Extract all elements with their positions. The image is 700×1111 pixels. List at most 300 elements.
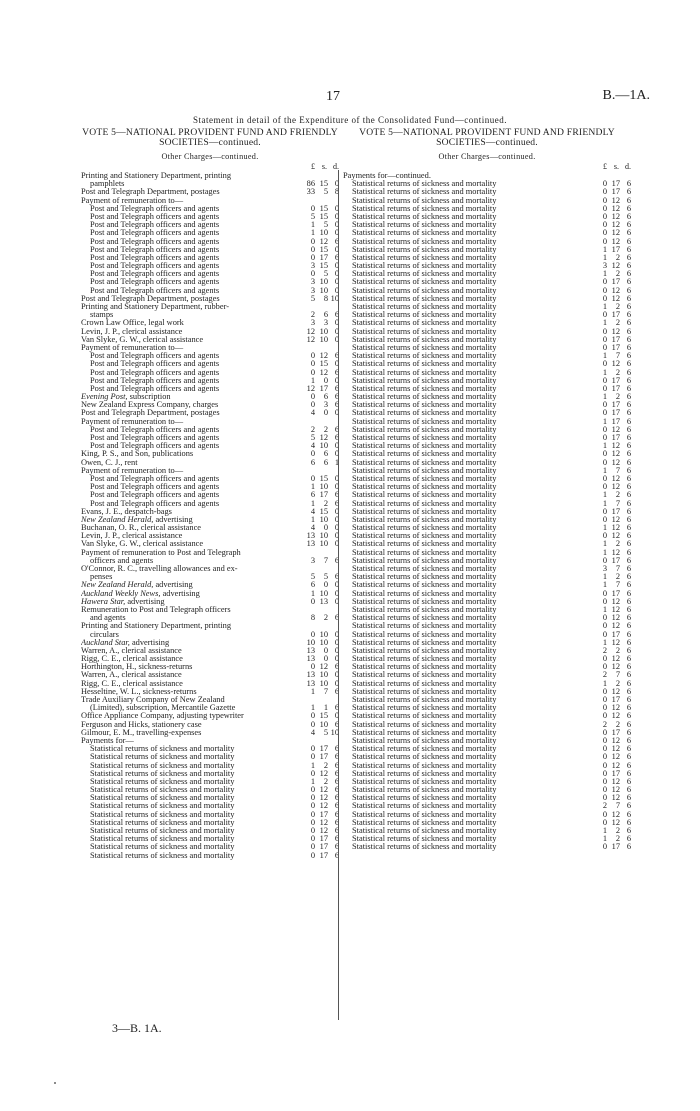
- ledger-amount: [297, 737, 339, 745]
- ledger-item: Warren, A., clerical assistance: [81, 646, 182, 655]
- amount-pounds: 0: [602, 842, 607, 852]
- amount-pounds: 0: [310, 744, 315, 754]
- ledger-item: Payments for—: [81, 736, 134, 745]
- ledger-row: [343, 377, 631, 385]
- ledger-amount: [589, 426, 631, 434]
- ledger-item: Post and Telegraph Department, postages: [81, 294, 220, 303]
- ledger-amount: [297, 647, 339, 655]
- amount-pounds: 1: [602, 269, 607, 279]
- ledger-row: [81, 238, 339, 246]
- amount-pounds: 1: [602, 539, 607, 549]
- ledger-amount: [297, 827, 339, 835]
- amount-pounds: 0: [602, 211, 607, 221]
- ledger-row: [343, 631, 631, 639]
- amount-shillings: 10: [319, 326, 328, 336]
- amount-pence: 6: [334, 809, 339, 819]
- ledger-item: Statistical returns of sickness and mortality: [352, 532, 497, 541]
- ledger-item: Post and Telegraph officers and agents: [90, 229, 220, 238]
- ledger-amount: [297, 631, 339, 639]
- ledger-row: [343, 180, 631, 188]
- ledger-item: Trade Auxiliary Company of New Zealand: [81, 696, 225, 704]
- amount-pence: 6: [626, 752, 631, 762]
- ledger-row: [81, 262, 339, 270]
- amount-pence: 6: [334, 400, 339, 410]
- amount-pounds: 1: [602, 441, 607, 451]
- ledger-row: [343, 229, 631, 237]
- ledger-amount: [589, 647, 631, 655]
- amount-pounds: 0: [602, 203, 607, 213]
- amount-shillings: 2: [615, 302, 620, 311]
- ledger-row: [81, 573, 339, 581]
- amount-pounds: 2: [310, 310, 315, 320]
- amount-pounds: 5: [310, 433, 315, 442]
- amount-pence: 0: [334, 285, 339, 295]
- amount-pence: 6: [334, 686, 339, 696]
- ledger-item: Statistical returns of sickness and mortality: [352, 212, 497, 221]
- amount-pounds: 0: [602, 809, 607, 819]
- amount-pounds: 1: [310, 760, 315, 770]
- amount-shillings: 2: [615, 392, 620, 402]
- amount-pounds: 0: [602, 293, 607, 303]
- amount-pounds: 0: [602, 531, 607, 541]
- ledger-amount: [297, 680, 339, 688]
- amount-pounds: 0: [310, 801, 315, 811]
- ledger-item: Statistical returns of sickness and mortality: [352, 237, 497, 246]
- amount-pence: 6: [626, 392, 631, 402]
- vote-title: VOTE 5—NATIONAL PROVIDENT FUND AND FRIENDLY SOCIETIES—continued.: [359, 127, 615, 148]
- ledger-amount: [297, 434, 339, 442]
- ledger-item: Statistical returns of sickness and mortality: [352, 556, 497, 565]
- ledger-item: Statistical returns of sickness and mortality: [352, 466, 497, 475]
- amount-shillings: 2: [323, 776, 328, 786]
- ledger-item: Post and Telegraph officers and agents: [90, 491, 220, 500]
- amount-pounds: 0: [310, 752, 315, 762]
- amount-pounds: 0: [310, 351, 315, 361]
- ledger-item: Statistical returns of sickness and mortality: [352, 286, 497, 295]
- ledger-item: Printing and Stationery Department, printing: [81, 172, 232, 180]
- amount-pence: 0: [334, 220, 339, 230]
- ledger-item: Ferguson and Hicks, stationery case: [81, 720, 202, 729]
- ledger-item: Statistical returns of sickness and mortality: [352, 188, 497, 197]
- ledger-row: [343, 213, 631, 221]
- ledger-amount: [297, 540, 339, 548]
- ledger-row: [343, 639, 631, 647]
- amount-pence: 6: [626, 465, 631, 475]
- amount-pounds: 2: [310, 424, 315, 434]
- ledger-amount: [297, 262, 339, 270]
- amount-pence: 6: [626, 252, 631, 262]
- amount-pounds: 1: [310, 482, 315, 492]
- ledger-amount: [589, 655, 631, 663]
- amount-shillings: 10: [319, 531, 328, 541]
- ledger-row: [81, 696, 339, 704]
- amount-pence: 0: [334, 588, 339, 598]
- amount-pence: 6: [626, 768, 631, 778]
- amount-pence: 1: [334, 457, 339, 467]
- amount-shillings: 17: [611, 555, 620, 565]
- ledger-row: [343, 778, 631, 786]
- amount-pounds: 0: [602, 359, 607, 369]
- amount-pence: 6: [626, 293, 631, 303]
- amount-shillings: 12: [611, 547, 620, 557]
- ledger-item: Payment of remuneration to—: [81, 343, 184, 352]
- amount-pounds: 0: [602, 785, 607, 795]
- amount-pence: 6: [626, 523, 631, 533]
- shillings-unit: s.: [613, 162, 619, 171]
- amount-shillings: 12: [611, 449, 620, 459]
- ledger-row: [81, 532, 339, 540]
- amount-pence: 6: [626, 498, 631, 508]
- ledger-row: [81, 827, 339, 835]
- ledger-row: [343, 303, 631, 311]
- ledger-item: Statistical returns of sickness and mortality: [352, 769, 497, 778]
- ledger-row: [343, 262, 631, 270]
- amount-pounds: 12: [306, 326, 315, 336]
- ledger-item: Statistical returns of sickness and mortality: [352, 663, 497, 672]
- ledger-row: [343, 360, 631, 368]
- ledger-row: [81, 491, 339, 499]
- ledger-item: Statistical returns of sickness and mortality: [352, 720, 497, 729]
- ledger-item: Statistical returns of sickness and mortality: [352, 417, 497, 426]
- amount-shillings: 2: [615, 367, 620, 377]
- amount-pounds: 12: [306, 383, 315, 393]
- amount-pounds: 0: [602, 621, 607, 631]
- ledger-amount: [297, 622, 339, 630]
- amount-pence: 0: [334, 228, 339, 238]
- ledger-amount: [589, 328, 631, 336]
- ledger-item: Post and Telegraph officers and agents: [90, 425, 220, 434]
- amount-pounds: 8: [310, 613, 315, 623]
- ledger-item: Statistical returns of sickness and mortality: [352, 474, 497, 483]
- ledger-row: [81, 311, 339, 319]
- amount-pence: 0: [334, 580, 339, 590]
- amount-pounds: 2: [602, 670, 607, 680]
- ledger-item: Rigg, C. E., clerical assistance: [81, 655, 183, 664]
- ledger-row: [343, 794, 631, 802]
- ledger-item: Levin, J. P., clerical assistance: [81, 532, 183, 541]
- ledger-row: [81, 770, 339, 778]
- amount-pounds: 1: [602, 244, 607, 254]
- amount-pounds: 0: [310, 842, 315, 852]
- ledger-row: [343, 344, 631, 352]
- amount-shillings: 12: [611, 711, 620, 721]
- ledger-amount: [589, 614, 631, 622]
- ledger-item: Printing and Stationery Department, printing: [81, 622, 232, 631]
- ledger-amount: [589, 450, 631, 458]
- ledger-row: [81, 197, 339, 205]
- amount-pence: 6: [626, 457, 631, 467]
- amount-pence: 6: [626, 744, 631, 754]
- amount-shillings: 12: [611, 261, 620, 271]
- ledger-item: Statistical returns of sickness and mortality: [90, 794, 235, 803]
- right-ledger: [343, 172, 631, 852]
- ledger-amount: [297, 426, 339, 434]
- amount-shillings: 15: [319, 244, 328, 254]
- ledger-amount: [589, 295, 631, 303]
- amount-pounds: 0: [310, 817, 315, 827]
- amount-pence: 0: [334, 482, 339, 492]
- ledger-amount: [297, 573, 339, 581]
- ledger-item: Post and Telegraph officers and agents: [90, 499, 220, 508]
- ledger-item: Statistical returns of sickness and mortality: [352, 442, 497, 451]
- ledger-amount: [589, 377, 631, 385]
- ledger-item: and agents: [90, 614, 126, 623]
- ledger-amount: [297, 442, 339, 450]
- ledger-amount: [297, 606, 339, 614]
- amount-pounds: 4: [310, 523, 315, 533]
- ledger-amount: [589, 696, 631, 704]
- ledger-row: [343, 614, 631, 622]
- ledger-row: [343, 287, 631, 295]
- ledger-item: Evans, J. E., despatch-bags: [81, 507, 172, 516]
- amount-pence: 0: [334, 326, 339, 336]
- amount-shillings: 17: [319, 834, 328, 844]
- ledger-amount: [297, 336, 339, 344]
- amount-pence: 6: [626, 588, 631, 598]
- ledger-row: [81, 549, 339, 557]
- ledger-amount: [589, 565, 631, 573]
- amount-shillings: 12: [611, 211, 620, 221]
- amount-shillings: 2: [615, 572, 620, 582]
- amount-pence: 0: [334, 473, 339, 483]
- ledger-amount: [589, 401, 631, 409]
- amount-pounds: 1: [310, 776, 315, 786]
- amount-shillings: 17: [611, 310, 620, 320]
- ledger-item: Statistical returns of sickness and mortality: [352, 843, 497, 852]
- shillings-unit: s.: [321, 162, 327, 171]
- ledger-row: [343, 442, 631, 450]
- ledger-item: [81, 393, 297, 401]
- amount-shillings: 2: [615, 490, 620, 500]
- ledger-row: [81, 475, 339, 483]
- amount-shillings: 7: [323, 686, 328, 696]
- ledger-amount: [589, 590, 631, 598]
- amount-shillings: 12: [611, 441, 620, 451]
- amount-pence: 6: [626, 244, 631, 254]
- ledger-row: [81, 565, 339, 573]
- amount-pounds: 0: [602, 686, 607, 696]
- ledger-amount: [297, 819, 339, 827]
- amount-pounds: 0: [602, 220, 607, 230]
- ledger-row: [343, 319, 631, 327]
- ledger-row: [81, 426, 339, 434]
- amount-pounds: 0: [602, 654, 607, 664]
- amount-shillings: 15: [319, 711, 328, 721]
- amount-shillings: 2: [615, 269, 620, 279]
- ledger-amount: [589, 835, 631, 843]
- amount-pounds: 0: [602, 195, 607, 205]
- amount-shillings: 0: [323, 645, 328, 655]
- publication-name: Auckland Star,: [81, 638, 130, 647]
- amount-shillings: 6: [323, 392, 328, 402]
- ledger-amount: [589, 680, 631, 688]
- ledger-row: [343, 835, 631, 843]
- amount-shillings: 10: [319, 334, 328, 344]
- amount-pounds: 0: [310, 252, 315, 262]
- amount-shillings: 2: [615, 318, 620, 328]
- amount-pence: 0: [334, 277, 339, 287]
- amount-pounds: 1: [602, 826, 607, 835]
- pounds-unit: £: [603, 162, 607, 171]
- ledger-amount: [297, 221, 339, 229]
- amount-pounds: 0: [310, 400, 315, 410]
- amount-shillings: 12: [611, 514, 620, 524]
- amount-shillings: 15: [319, 261, 328, 271]
- amount-pounds: 1: [310, 514, 315, 524]
- ledger-item: Rigg, C. E., clerical assistance: [81, 679, 183, 688]
- ledger-amount: [297, 393, 339, 401]
- vote-title: VOTE 5—NATIONAL PROVIDENT FUND AND FRIENDLY SOCIETIES—continued.: [82, 127, 338, 148]
- ledger-row: [343, 802, 631, 810]
- ledger-amount: [297, 360, 339, 368]
- ledger-item: Statistical returns of sickness and mortality: [352, 810, 497, 819]
- amount-pence: 6: [626, 400, 631, 410]
- ledger-item: Warren, A., clerical assistance: [81, 671, 182, 680]
- amount-shillings: 17: [611, 768, 620, 778]
- ledger-amount: [589, 827, 631, 835]
- ledger-item: Statistical returns of sickness and mortality: [352, 425, 497, 434]
- amount-pounds: 1: [602, 547, 607, 557]
- amount-pounds: 0: [602, 555, 607, 565]
- ledger-row: [81, 745, 339, 753]
- amount-shillings: 5: [323, 727, 328, 737]
- ledger-amount: [589, 303, 631, 311]
- ledger-amount: [297, 565, 339, 573]
- amount-pence: 0: [334, 539, 339, 549]
- amount-pence: 6: [626, 686, 631, 696]
- amount-pence: 0: [334, 531, 339, 541]
- ledger-amount: [589, 581, 631, 589]
- ledger-amount: [589, 704, 631, 712]
- amount-shillings: 7: [615, 580, 620, 590]
- amount-pounds: 4: [310, 727, 315, 737]
- amount-pence: 6: [626, 572, 631, 582]
- ledger-item: Statistical returns of sickness and mortality: [352, 204, 497, 213]
- amount-pounds: 6: [310, 457, 315, 467]
- ledger-amount: [297, 238, 339, 246]
- ledger-amount: [297, 459, 339, 467]
- ledger-row: [343, 671, 631, 679]
- amount-shillings: 10: [319, 228, 328, 238]
- ledger-row: [343, 467, 631, 475]
- ledger-amount: [297, 696, 339, 704]
- amount-shillings: 17: [611, 179, 620, 189]
- ledger-amount: [297, 500, 339, 508]
- ledger-item: New Zealand Express Company, charges: [81, 401, 219, 410]
- amount-pence: 6: [626, 359, 631, 369]
- ledger-amount: [297, 508, 339, 516]
- ledger-amount: [297, 303, 339, 311]
- ledger-item: Statistical returns of sickness and mortality: [90, 851, 235, 860]
- amount-shillings: 2: [323, 498, 328, 508]
- amount-pence: 6: [626, 629, 631, 639]
- amount-shillings: 17: [611, 506, 620, 516]
- amount-shillings: 12: [611, 654, 620, 664]
- ledger-row: [81, 442, 339, 450]
- ledger-item: [81, 516, 297, 524]
- amount-pounds: 1: [602, 678, 607, 688]
- ledger-item: Statistical returns of sickness and mortality: [352, 229, 497, 238]
- ledger-row: [343, 475, 631, 483]
- pence-unit: d.: [333, 162, 339, 171]
- ledger-item: Statistical returns of sickness and mortality: [352, 671, 497, 680]
- amount-shillings: 12: [611, 236, 620, 246]
- ledger-amount: [297, 549, 339, 557]
- amount-pence: 6: [334, 392, 339, 402]
- ledger-row: [343, 737, 631, 745]
- amount-pounds: 1: [310, 228, 315, 238]
- ledger-item-detail: advertising: [153, 515, 193, 524]
- ledger-row: [343, 418, 631, 426]
- amount-pounds: 0: [602, 449, 607, 459]
- amount-pounds: 1: [602, 367, 607, 377]
- amount-pounds: 0: [602, 236, 607, 246]
- left-column: [81, 128, 339, 860]
- ledger-row: [81, 385, 339, 393]
- ledger-item: Statistical returns of sickness and mortality: [90, 769, 235, 778]
- ledger-row: [81, 393, 339, 401]
- amount-pence: 6: [626, 834, 631, 844]
- amount-pence: 6: [334, 490, 339, 500]
- publication-name: Evening Post,: [81, 393, 128, 402]
- ledger-item: Post and Telegraph officers and agents: [90, 278, 220, 287]
- amount-pounds: 0: [602, 424, 607, 434]
- amount-pence: 6: [626, 776, 631, 786]
- amount-shillings: 17: [611, 334, 620, 344]
- ledger-item: Statistical returns of sickness and mortality: [352, 548, 497, 557]
- ledger-row: [343, 704, 631, 712]
- amount-pounds: 0: [602, 629, 607, 639]
- amount-pence: 6: [626, 613, 631, 623]
- amount-pounds: 0: [602, 179, 607, 189]
- ledger-amount: [297, 729, 339, 737]
- ledger-amount: [589, 344, 631, 352]
- ledger-amount: [589, 721, 631, 729]
- amount-shillings: 2: [323, 613, 328, 623]
- amount-pence: 6: [626, 801, 631, 811]
- amount-shillings: 10: [319, 629, 328, 639]
- right-column: [343, 128, 631, 852]
- amount-pence: 0: [334, 670, 339, 680]
- ledger-amount: [297, 254, 339, 262]
- amount-shillings: 17: [611, 588, 620, 598]
- amount-shillings: 10: [319, 637, 328, 647]
- amount-pence: 6: [334, 752, 339, 762]
- ledger-row: [343, 197, 631, 205]
- ledger-row: [81, 786, 339, 794]
- ledger-row: [343, 811, 631, 819]
- ledger-amount: [589, 631, 631, 639]
- amount-pounds: 0: [602, 776, 607, 786]
- amount-pounds: 4: [310, 506, 315, 516]
- amount-pounds: 0: [310, 203, 315, 213]
- amount-pounds: 1: [602, 637, 607, 647]
- amount-pence: 6: [626, 654, 631, 664]
- amount-pence: 6: [626, 326, 631, 336]
- amount-shillings: 2: [615, 826, 620, 835]
- ledger-item-detail: advertising: [125, 597, 165, 606]
- amount-pence: 8: [334, 187, 339, 197]
- amount-pounds: 10: [306, 637, 315, 647]
- amount-pence: 0: [334, 711, 339, 721]
- ledger-amount: [589, 516, 631, 524]
- ledger-item: Statistical returns of sickness and mortality: [352, 401, 497, 410]
- ledger-item: Statistical returns of sickness and mortality: [352, 622, 497, 631]
- ledger-row: [343, 819, 631, 827]
- ledger-amount: [297, 409, 339, 417]
- amount-pence: 6: [626, 531, 631, 541]
- amount-pounds: 1: [602, 523, 607, 533]
